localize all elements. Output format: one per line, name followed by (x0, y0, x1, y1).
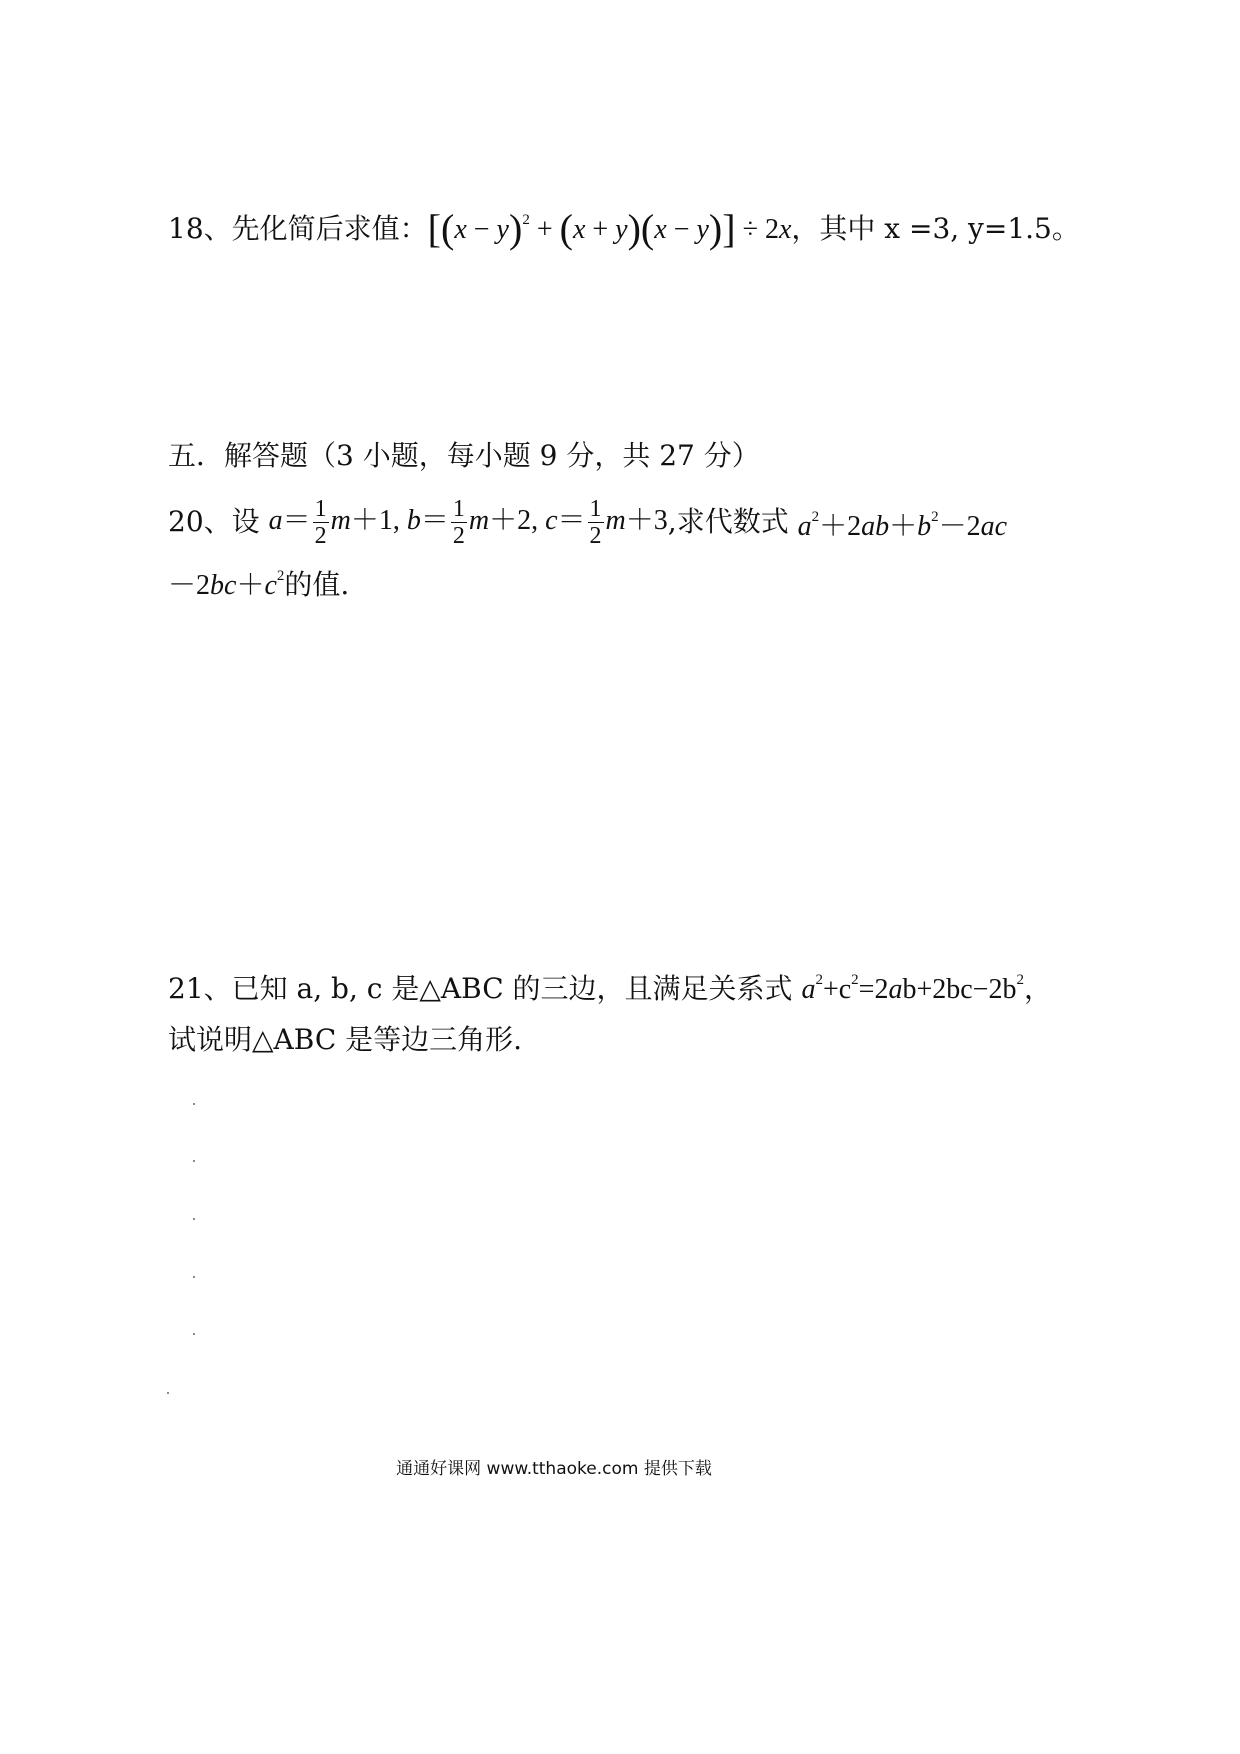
scan-speck (193, 1218, 195, 1220)
scan-speck (193, 1103, 195, 1105)
fraction-one-half: $\frac{1}{2}$ (452, 495, 465, 549)
problem-20-expression-part-1: $a^2+2ab+b^2-2ac$ (797, 509, 1008, 542)
problem-18-number: 18、 (168, 212, 232, 245)
footer-text: 通通好课网 www.tthaoke.com 提供下载 (396, 1459, 712, 1479)
problem-21-line-2 (168, 1020, 522, 1060)
problem-20-line-1 (168, 492, 1007, 552)
scan-speck (167, 1392, 169, 1394)
problem-21-line-1-text: 已知 a, b, c 是△ABC 的三边，且满足关系式 (231, 972, 793, 1005)
problem-20-definitions: a＝ $\frac{1}{2}$ m＋1, b＝ $\frac{1}{2}$ m＋2, c＝ $\frac{1}{2}$ m＋3 (268, 495, 668, 549)
scan-speck (193, 1160, 195, 1162)
problem-20-lead: 设 (231, 505, 260, 538)
section-5-title: 五．解答题（3 小题，每小题 9 分，共 27 分） (168, 439, 760, 472)
problem-20-line-2-end: 的值. (284, 568, 350, 601)
fraction-one-half: $\frac{1}{2}$ (589, 495, 602, 549)
problem-21-line-2-text: 试说明△ABC 是等边三角形. (168, 1023, 523, 1056)
problem-18-expression: $[(x - y)^2 + (x + y)(x - y)] \div 2x$ (427, 206, 792, 251)
scan-speck (193, 1333, 195, 1335)
scan-speck (193, 1276, 195, 1278)
problem-18-lead: 先化简后求值： (231, 212, 428, 245)
problem-18 (168, 200, 1080, 250)
problem-21-number: 21、 (168, 972, 232, 1005)
fraction-one-half: $\frac{1}{2}$ (314, 495, 327, 549)
problem-20-number: 20、 (168, 505, 232, 538)
problem-18-tail: ，其中 x =3, y=1.5。 (791, 212, 1080, 245)
problem-21-relation: $a^2+c^2=2ab+2bc-2b^2$， (801, 972, 1052, 1005)
problem-21-line-1 (168, 960, 1052, 1010)
problem-20-tail: ,求代数式 (667, 505, 789, 538)
page-footer (0, 1454, 1108, 1479)
section-5-heading (168, 436, 760, 476)
problem-20-expression-part-2: $-2bc+c^2$ (168, 568, 285, 601)
problem-20-line-2 (168, 556, 349, 606)
